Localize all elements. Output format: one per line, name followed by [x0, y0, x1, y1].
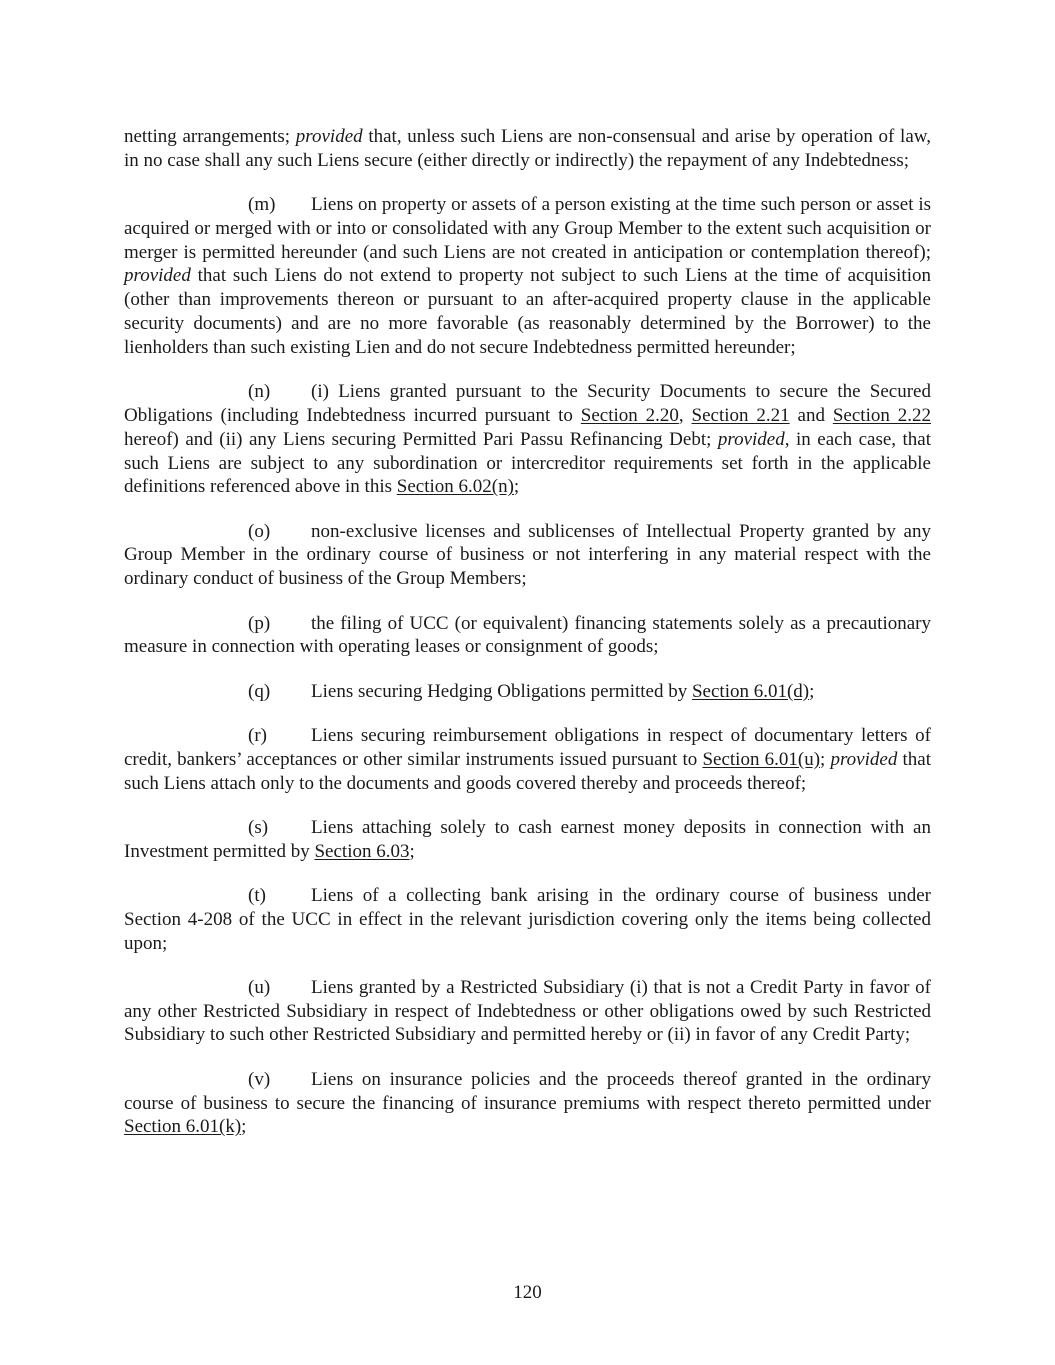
section-ref-6-03[interactable]: Section 6.03 — [314, 840, 410, 862]
paragraph-u: (u) Liens granted by a Restricted Subsidiary (i) that is not a Credit Party in favor of any other Restricted Subsidiary in respect of Indebtedness or other obligations owed by such Restricted Subsidiary to such other Restricted Subsidiary and permitted hereby or (ii) in favor of any Credit Party; — [124, 976, 931, 1046]
section-ref-2-21[interactable]: Section 2.21 — [691, 404, 790, 426]
paragraph-q: (q) Liens securing Hedging Obligations permitted by Section 6.01(d); — [248, 680, 815, 702]
section-ref-6-02-n[interactable]: Section 6.02(n) — [396, 476, 514, 498]
section-ref-6-01-u[interactable]: Section 6.01(u) — [702, 748, 821, 770]
section-ref-6-01-k[interactable]: Section 6.01(k) — [124, 1116, 242, 1138]
clause-label: (r) — [248, 724, 267, 746]
paragraph-v: (v) Liens on insurance policies and the proceeds thereof granted in the ordinary course of business to secure the financing of insurance premiums with respect thereto permitted under Section 6.01(k); — [124, 1068, 931, 1138]
paragraph-p: (p) the filing of UCC (or equivalent) financing statements solely as a precautionary measure in connection with operating leases or consignment of goods; — [124, 612, 931, 658]
section-ref-2-22[interactable]: Section 2.22 — [832, 404, 931, 426]
paragraph-r: (r) Liens securing reimbursement obligations in respect of documentary letters of credit, bankers’ acceptances or other similar instruments issued pursuant to Section 6.01(u); provided that such Liens attach only to the documents and goods covered thereby and proceeds thereof; — [124, 724, 931, 794]
paragraph-t: (t) Liens of a collecting bank arising in the ordinary course of business under Section 4-208 of the UCC in effect in the relevant jurisdiction covering only the items being collected upon; — [124, 884, 931, 954]
clause-label: (o) — [248, 520, 271, 542]
paragraph-o: (o) non-exclusive licenses and sublicenses of Intellectual Property granted by any Group Member in the ordinary course of business or not interfering in any material respect with the ordinary conduct of business of the Group Members; — [124, 520, 931, 590]
page-number: 120 — [513, 1282, 542, 1303]
paragraph-l-continued: netting arrangements; provided that, unless such Liens are non-consensual and arise by operation of law, in no case shall any such Liens secure (either directly or indirectly) the repayment of any Indebtedness; — [124, 126, 932, 171]
clause-label: (t) — [248, 884, 266, 906]
clause-label: (n) — [248, 381, 271, 403]
paragraph-m: (m) Liens on property or assets of a person existing at the time such person or asset is acquired or merged with or into or consolidated with any Group Member to the extent such acquisition or merger is permitted hereunder (and such Liens are not created in anticipation or contemplation thereof); provided that such Liens do not extend to property not subject to such Liens at the time of acquisition (other than improvements thereon or pursuant to an after-acquired property clause in the applicable security documents) and are no more favorable (as reasonably determined by the Borrower) to the lienholders than such existing Lien and do not secure Indebtedness permitted hereunder; — [124, 194, 931, 358]
clause-label: (p) — [248, 612, 271, 634]
section-ref-2-20[interactable]: Section 2.20 — [580, 404, 679, 426]
clause-label: (m) — [248, 194, 276, 216]
paragraph-s: (s) Liens attaching solely to cash earnest money deposits in connection with an Investment permitted by Section 6.03; — [124, 816, 931, 862]
clause-label: (s) — [248, 816, 269, 838]
clause-label: (q) — [248, 680, 271, 702]
clause-label: (v) — [248, 1068, 271, 1090]
section-ref-6-01-d[interactable]: Section 6.01(d) — [691, 680, 810, 702]
document-body — [124, 125, 931, 1160]
clause-label: (u) — [248, 976, 271, 998]
paragraph-n: (n) (i) Liens granted pursuant to the Security Documents to secure the Secured Obligations (including Indebtedness incurred pursuant to Section 2.20, Section 2.21 and Section 2.22 hereof) and (ii) any Liens securing Permitted Pari Passu Refinancing Debt; provided, in each case, that such Liens are subject to any subordination or intercreditor requirements set forth in the applicable definitions referenced above in this Section 6.02(n); — [124, 381, 932, 498]
